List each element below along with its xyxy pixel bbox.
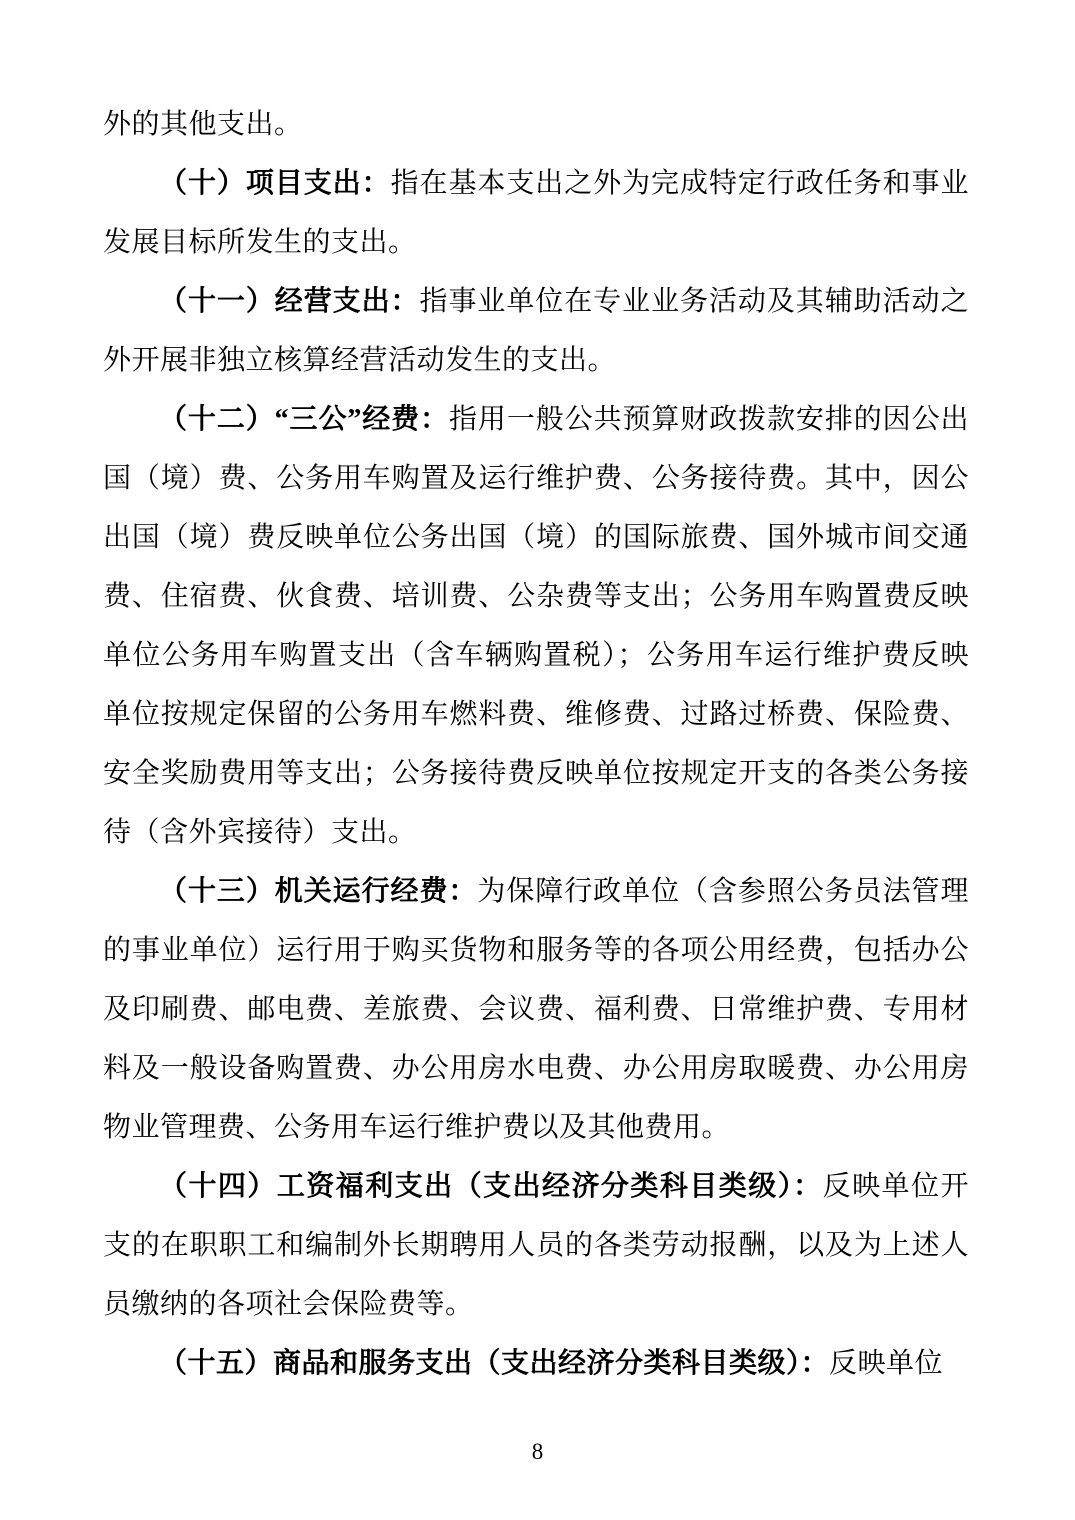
item-definition: 反映单位开支的在职职工和编制外长期聘用人员的各类劳动报酬，以及为上述人员缴纳的各项社会保险费等。 xyxy=(103,1171,969,1320)
item-term: （十五）商品和服务支出（支出经济分类科目类级）： xyxy=(159,1348,830,1379)
item-definition: 指事业单位在专业业务活动及其辅助活动之外开展非独立核算经营活动发生的支出。 xyxy=(103,286,969,376)
item-term: （十四）工资福利支出（支出经济分类科目类级）： xyxy=(159,1171,823,1202)
item-definition: 反映单位 xyxy=(829,1348,944,1379)
page-number: 8 xyxy=(531,1439,544,1464)
item-definition: 为保障行政单位（含参照公务员法管理的事业单位）运行用于购买货物和服务等的各项公用经费，包括办公及印刷费、邮电费、差旅费、会议费、福利费、日常维护费、专用材料及一般设备购置费、办公用房水电费、办公用房取暖费、办公用房物业管理费、公务用车运行维护费以及其他费用。 xyxy=(103,876,969,1143)
item-term: （十）项目支出： xyxy=(159,168,391,199)
paragraph-item-2 xyxy=(103,272,969,390)
paragraph-item-1 xyxy=(103,154,969,272)
paragraph-item-5 xyxy=(103,1157,969,1334)
item-term: （十二）“三公”经费： xyxy=(159,404,450,435)
paragraph-item-6 xyxy=(103,1334,969,1393)
item-definition: 指用一般公共预算财政拨款安排的因公出国（境）费、公务用车购置及运行维护费、公务接待费。其中，因公出国（境）费反映单位公务出国（境）的国际旅费、国外城市间交通费、住宿费、伙食费、培训费、公杂费等支出；公务用车购置费反映单位公务用车购置支出（含车辆购置税）；公务用车运行维护费反映单位按规定保留的公务用车燃料费、维修费、过路过桥费、保险费、安全奖励费用等支出；公务接待费反映单位按规定开支的各类公务接待（含外宾接待）支出。 xyxy=(103,404,969,848)
paragraph-continuation xyxy=(103,95,969,154)
paragraph-item-4 xyxy=(103,862,969,1157)
paragraph-item-3 xyxy=(103,390,969,862)
item-definition: 指在基本支出之外为完成特定行政任务和事业发展目标所发生的支出。 xyxy=(103,168,969,258)
item-term: （十一）经营支出： xyxy=(159,286,420,317)
item-term: （十三）机关运行经费： xyxy=(159,876,478,907)
item-definition: 外的其他支出。 xyxy=(103,109,303,140)
text-content xyxy=(103,95,969,1393)
